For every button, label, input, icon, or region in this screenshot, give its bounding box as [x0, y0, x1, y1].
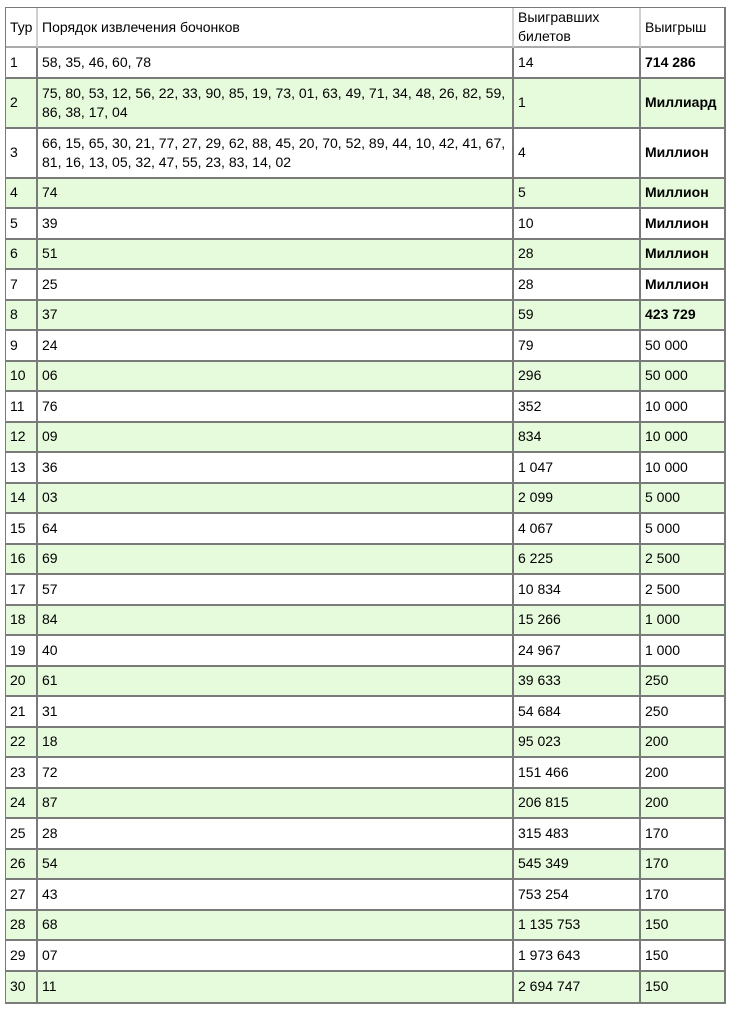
table-row	[6, 423, 724, 454]
prize-cell: 2 500	[641, 545, 724, 576]
draw-order-cell: 18	[38, 728, 514, 759]
round-cell: 30	[6, 972, 38, 1003]
table-row	[6, 301, 724, 332]
round-cell: 11	[6, 392, 38, 423]
draw-order-cell: 64	[38, 514, 514, 545]
winning-tickets-cell: 1 973 643	[514, 941, 641, 972]
lottery-results-table	[5, 7, 726, 1004]
round-cell: 21	[6, 697, 38, 728]
prize-cell: Миллион	[641, 240, 724, 271]
draw-order-cell: 76	[38, 392, 514, 423]
table-row	[6, 941, 724, 972]
prize-cell: Миллион	[641, 129, 724, 179]
winning-tickets-cell: 296	[514, 362, 641, 393]
winning-tickets-cell: 6 225	[514, 545, 641, 576]
table-row	[6, 48, 724, 79]
table-row	[6, 850, 724, 881]
draw-order-cell: 72	[38, 758, 514, 789]
draw-order-cell: 74	[38, 179, 514, 210]
draw-order-cell: 24	[38, 331, 514, 362]
table-row	[6, 514, 724, 545]
prize-cell: Миллиард	[641, 79, 724, 129]
table-row	[6, 880, 724, 911]
table-row	[6, 209, 724, 240]
prize-cell: 170	[641, 880, 724, 911]
winning-tickets-cell: 1 047	[514, 453, 641, 484]
prize-cell: Миллион	[641, 209, 724, 240]
round-cell: 19	[6, 636, 38, 667]
header-winning-tickets: Выигравших билетов	[514, 8, 641, 48]
prize-cell: Миллион	[641, 179, 724, 210]
table-row	[6, 362, 724, 393]
round-cell: 8	[6, 301, 38, 332]
draw-order-cell: 37	[38, 301, 514, 332]
winning-tickets-cell: 24 967	[514, 636, 641, 667]
header-draw-order: Порядок извлечения бочонков	[38, 8, 514, 48]
winning-tickets-cell: 59	[514, 301, 641, 332]
table-row	[6, 79, 724, 129]
draw-order-cell: 25	[38, 270, 514, 301]
winning-tickets-cell: 5	[514, 179, 641, 210]
round-cell: 29	[6, 941, 38, 972]
draw-order-cell: 75, 80, 53, 12, 56, 22, 33, 90, 85, 19, 73, 01, 63, 49, 71, 34, 48, 26, 82, 59, 86, 38, 17, 04	[38, 79, 514, 129]
prize-cell: 10 000	[641, 423, 724, 454]
draw-order-cell: 66, 15, 65, 30, 21, 77, 27, 29, 62, 88, 45, 20, 70, 52, 89, 44, 10, 42, 41, 67, 81, 16, 13, 05, 32, 47, 55, 23, 83, 14, 02	[38, 129, 514, 179]
draw-order-cell: 68	[38, 911, 514, 942]
table-row	[6, 667, 724, 698]
winning-tickets-cell: 54 684	[514, 697, 641, 728]
prize-cell: 200	[641, 758, 724, 789]
prize-cell: 2 500	[641, 575, 724, 606]
winning-tickets-cell: 79	[514, 331, 641, 362]
round-cell: 18	[6, 606, 38, 637]
prize-cell: 150	[641, 972, 724, 1003]
draw-order-cell: 87	[38, 789, 514, 820]
draw-order-cell: 61	[38, 667, 514, 698]
winning-tickets-cell: 14	[514, 48, 641, 79]
winning-tickets-cell: 10	[514, 209, 641, 240]
round-cell: 22	[6, 728, 38, 759]
prize-cell: Миллион	[641, 270, 724, 301]
round-cell: 3	[6, 129, 38, 179]
winning-tickets-cell: 2 099	[514, 484, 641, 515]
winning-tickets-cell: 10 834	[514, 575, 641, 606]
draw-order-cell: 09	[38, 423, 514, 454]
header-round: Тур	[6, 8, 38, 48]
prize-cell: 10 000	[641, 453, 724, 484]
round-cell: 14	[6, 484, 38, 515]
table-row	[6, 697, 724, 728]
draw-order-cell: 36	[38, 453, 514, 484]
table-row	[6, 484, 724, 515]
table-row	[6, 331, 724, 362]
round-cell: 6	[6, 240, 38, 271]
winning-tickets-cell: 151 466	[514, 758, 641, 789]
winning-tickets-cell: 28	[514, 270, 641, 301]
round-cell: 17	[6, 575, 38, 606]
table-row	[6, 575, 724, 606]
winning-tickets-cell: 2 694 747	[514, 972, 641, 1003]
draw-order-cell: 54	[38, 850, 514, 881]
round-cell: 12	[6, 423, 38, 454]
draw-order-cell: 06	[38, 362, 514, 393]
header-prize: Выигрыш	[641, 8, 724, 48]
table-header-row	[6, 8, 724, 48]
round-cell: 1	[6, 48, 38, 79]
winning-tickets-cell: 39 633	[514, 667, 641, 698]
table-row	[6, 270, 724, 301]
draw-order-cell: 40	[38, 636, 514, 667]
round-cell: 4	[6, 179, 38, 210]
winning-tickets-cell: 834	[514, 423, 641, 454]
winning-tickets-cell: 545 349	[514, 850, 641, 881]
prize-cell: 50 000	[641, 331, 724, 362]
winning-tickets-cell: 1 135 753	[514, 911, 641, 942]
draw-order-cell: 28	[38, 819, 514, 850]
table-row	[6, 728, 724, 759]
draw-order-cell: 11	[38, 972, 514, 1003]
draw-order-cell: 07	[38, 941, 514, 972]
prize-cell: 5 000	[641, 514, 724, 545]
table-row	[6, 819, 724, 850]
round-cell: 24	[6, 789, 38, 820]
prize-cell: 250	[641, 667, 724, 698]
table-row	[6, 453, 724, 484]
winning-tickets-cell: 206 815	[514, 789, 641, 820]
prize-cell: 1 000	[641, 636, 724, 667]
prize-cell: 200	[641, 789, 724, 820]
prize-cell: 200	[641, 728, 724, 759]
winning-tickets-cell: 753 254	[514, 880, 641, 911]
round-cell: 23	[6, 758, 38, 789]
draw-order-cell: 31	[38, 697, 514, 728]
winning-tickets-cell: 315 483	[514, 819, 641, 850]
winning-tickets-cell: 4	[514, 129, 641, 179]
prize-cell: 150	[641, 941, 724, 972]
draw-order-cell: 84	[38, 606, 514, 637]
prize-cell: 170	[641, 850, 724, 881]
round-cell: 28	[6, 911, 38, 942]
draw-order-cell: 58, 35, 46, 60, 78	[38, 48, 514, 79]
table-row	[6, 972, 724, 1003]
winning-tickets-cell: 28	[514, 240, 641, 271]
draw-order-cell: 69	[38, 545, 514, 576]
prize-cell: 1 000	[641, 606, 724, 637]
round-cell: 5	[6, 209, 38, 240]
round-cell: 13	[6, 453, 38, 484]
round-cell: 2	[6, 79, 38, 129]
round-cell: 26	[6, 850, 38, 881]
table-row	[6, 911, 724, 942]
winning-tickets-cell: 15 266	[514, 606, 641, 637]
draw-order-cell: 57	[38, 575, 514, 606]
prize-cell: 50 000	[641, 362, 724, 393]
table-row	[6, 636, 724, 667]
table-row	[6, 392, 724, 423]
draw-order-cell: 43	[38, 880, 514, 911]
round-cell: 16	[6, 545, 38, 576]
round-cell: 15	[6, 514, 38, 545]
winning-tickets-cell: 1	[514, 79, 641, 129]
table-row	[6, 129, 724, 179]
prize-cell: 170	[641, 819, 724, 850]
draw-order-cell: 03	[38, 484, 514, 515]
table-row	[6, 240, 724, 271]
round-cell: 10	[6, 362, 38, 393]
table-row	[6, 789, 724, 820]
prize-cell: 250	[641, 697, 724, 728]
round-cell: 25	[6, 819, 38, 850]
round-cell: 9	[6, 331, 38, 362]
prize-cell: 10 000	[641, 392, 724, 423]
table-row	[6, 758, 724, 789]
table-row	[6, 545, 724, 576]
prize-cell: 5 000	[641, 484, 724, 515]
prize-cell: 714 286	[641, 48, 724, 79]
round-cell: 27	[6, 880, 38, 911]
prize-cell: 423 729	[641, 301, 724, 332]
round-cell: 20	[6, 667, 38, 698]
draw-order-cell: 51	[38, 240, 514, 271]
winning-tickets-cell: 95 023	[514, 728, 641, 759]
prize-cell: 150	[641, 911, 724, 942]
round-cell: 7	[6, 270, 38, 301]
winning-tickets-cell: 4 067	[514, 514, 641, 545]
winning-tickets-cell: 352	[514, 392, 641, 423]
draw-order-cell: 39	[38, 209, 514, 240]
table-row	[6, 606, 724, 637]
table-row	[6, 179, 724, 210]
